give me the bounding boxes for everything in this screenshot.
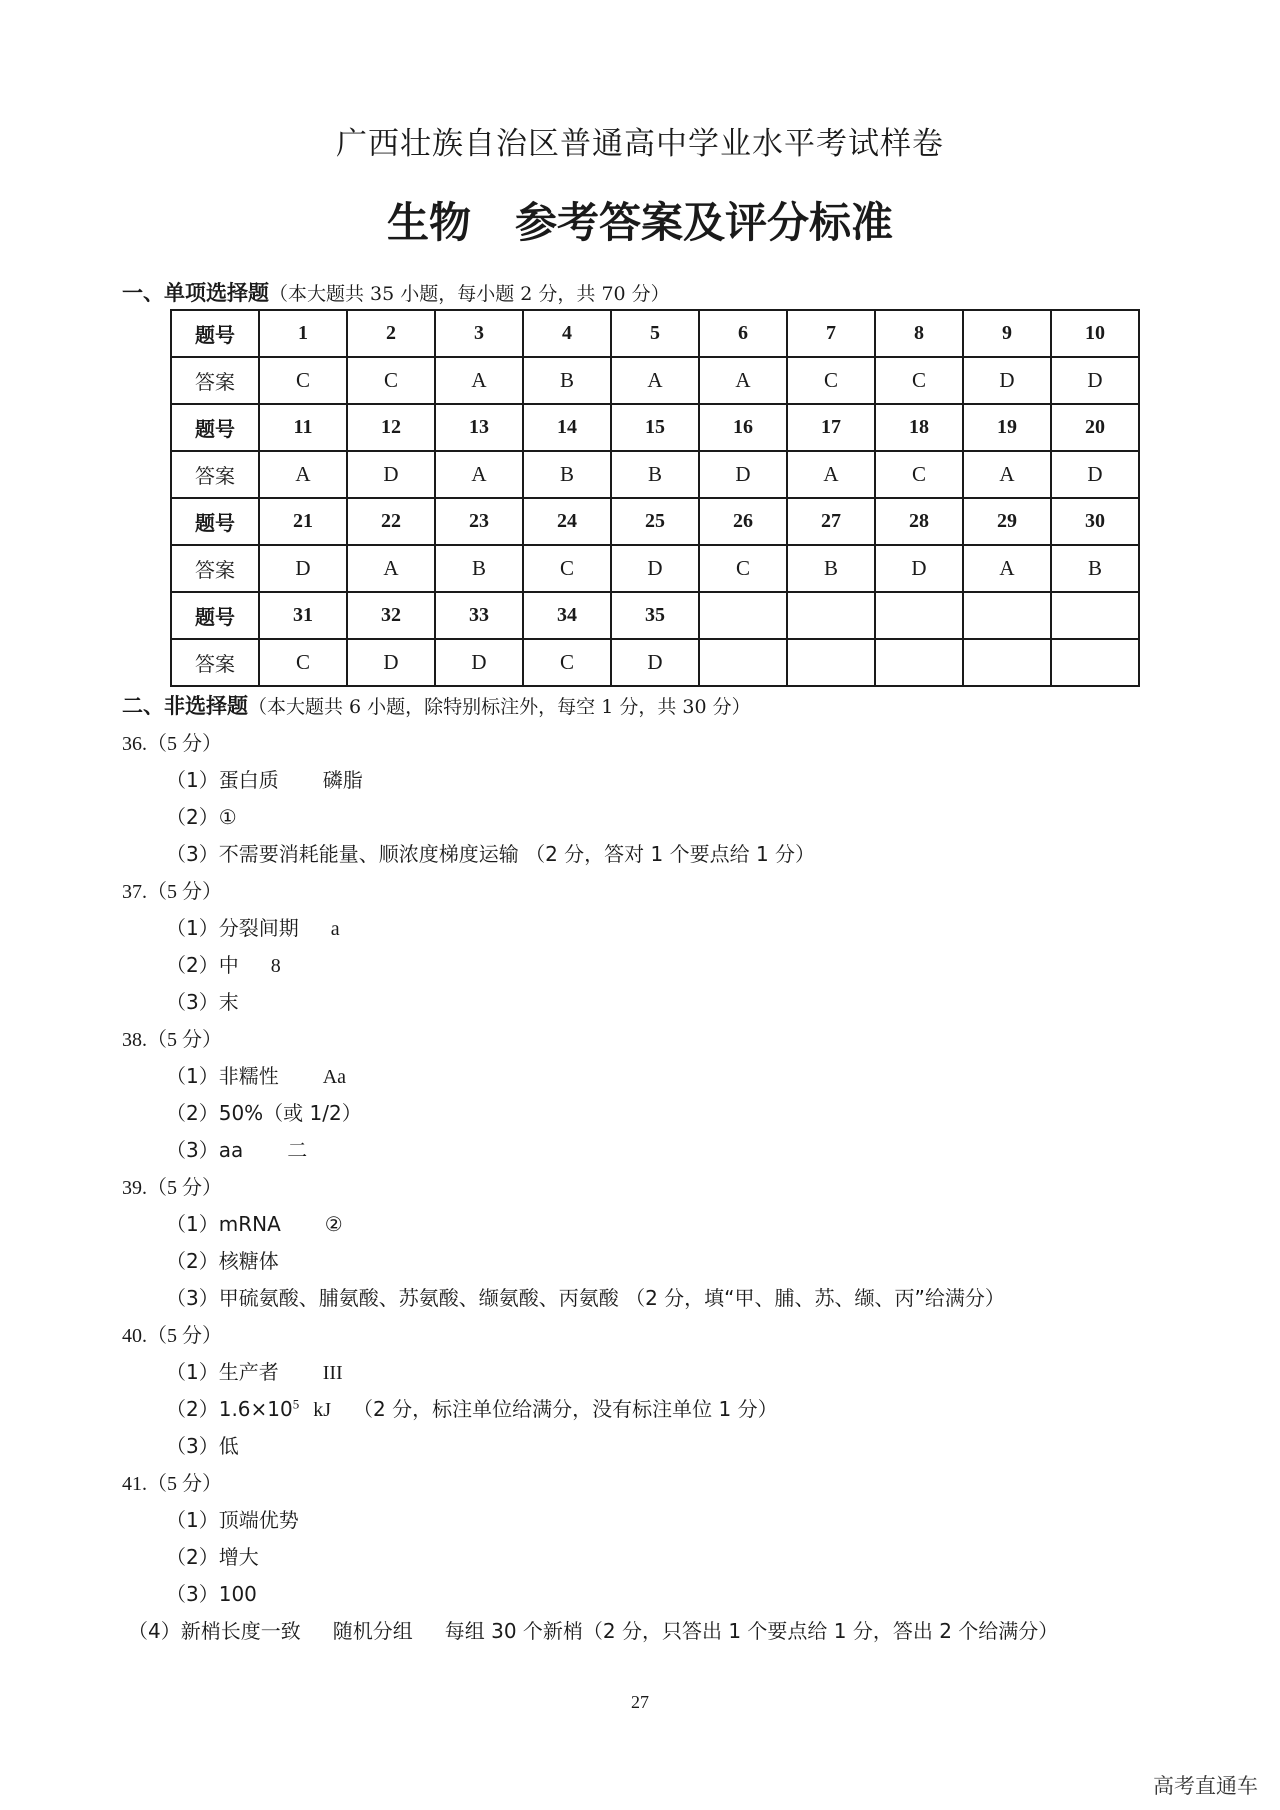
question-number-cell: 18 [875, 404, 963, 451]
q38-line1: （1）非糯性 Aa [166, 1064, 347, 1088]
q38-line3: （3）aa 二 [166, 1138, 308, 1162]
question-number-cell [963, 592, 1051, 639]
answer-cell [699, 639, 787, 686]
q39-line1: （1）mRNA ② [166, 1212, 343, 1236]
question-number-cell: 20 [1051, 404, 1139, 451]
answer-cell: A [611, 357, 699, 404]
question-number-cell: 25 [611, 498, 699, 545]
question-number-row [171, 404, 1139, 451]
q37-line2: （2）中 8 [166, 953, 281, 977]
page-number: 27 [631, 1692, 649, 1712]
q36-line2: （2）① [166, 805, 237, 829]
q38-head: 38.（5 分） [122, 1029, 222, 1051]
q41-line3: （3）100 [166, 1582, 257, 1606]
section2-note: （本大题共 6 小题，除特别标注外，每空 1 分，共 30 分） [248, 696, 751, 718]
q41-head: 41.（5 分） [122, 1473, 222, 1495]
answer-cell: A [435, 451, 523, 498]
page-title: 广西壮族自治区普通高中学业水平考试样卷 [336, 126, 944, 162]
answer-cell: C [347, 357, 435, 404]
answer-cell: C [875, 357, 963, 404]
answer-cell: A [963, 545, 1051, 592]
question-number-cell: 34 [523, 592, 611, 639]
answer-label: 答案 [171, 451, 259, 498]
question-number-cell: 5 [611, 310, 699, 357]
answer-cell [963, 639, 1051, 686]
answer-cell: D [611, 639, 699, 686]
question-number-cell: 30 [1051, 498, 1139, 545]
question-number-cell: 1 [259, 310, 347, 357]
answer-cell: A [963, 451, 1051, 498]
answer-cell [787, 639, 875, 686]
answer-cell [1051, 639, 1139, 686]
question-number-cell: 16 [699, 404, 787, 451]
question-number-cell: 15 [611, 404, 699, 451]
answer-table [170, 309, 1140, 687]
answer-cell: C [787, 357, 875, 404]
q41-line4: （4）新梢长度一致 随机分组 每组 30 个新梢（2 分，只答出 1 个要点给 1 分，答出 2 个给满分） [128, 1619, 1059, 1643]
subtitle-subject: 生物 [386, 198, 471, 247]
answer-cell: D [347, 451, 435, 498]
answer-cell: D [875, 545, 963, 592]
q40-head: 40.（5 分） [122, 1325, 222, 1347]
answer-cell: A [699, 357, 787, 404]
page-subtitle [0, 190, 1280, 250]
question-number-cell: 14 [523, 404, 611, 451]
question-number-label: 题号 [171, 592, 259, 639]
question-number-label: 题号 [171, 498, 259, 545]
question-number-cell: 17 [787, 404, 875, 451]
answer-cell: B [611, 451, 699, 498]
question-number-label: 题号 [171, 404, 259, 451]
question-number-label: 题号 [171, 310, 259, 357]
q40-line1: （1）生产者 III [166, 1360, 343, 1384]
q40-line3: （3）低 [166, 1434, 239, 1458]
question-number-cell: 26 [699, 498, 787, 545]
q36-line1: （1）蛋白质 磷脂 [166, 768, 363, 792]
question-number-cell: 11 [259, 404, 347, 451]
question-number-cell: 23 [435, 498, 523, 545]
question-number-row [171, 310, 1139, 357]
q40-line2: $(2)1.6\times 10^5$ kJ （2 分，标注单位给满分，没有标注单位 1 分） [166, 1396, 778, 1421]
question-number-cell: 4 [523, 310, 611, 357]
question-number-cell: 8 [875, 310, 963, 357]
answer-cell: B [1051, 545, 1139, 592]
answer-cell: A [787, 451, 875, 498]
question-number-cell: 9 [963, 310, 1051, 357]
answer-cell: A [435, 357, 523, 404]
section1-note: （本大题共 35 小题，每小题 2 分，共 70 分） [269, 283, 670, 305]
q37-line3: （3）末 [166, 990, 239, 1014]
answer-cell: D [611, 545, 699, 592]
question-number-cell: 28 [875, 498, 963, 545]
watermark: 高考直通车 [1153, 1774, 1258, 1798]
question-number-cell: 3 [435, 310, 523, 357]
answer-cell: D [1051, 357, 1139, 404]
answer-row [171, 357, 1139, 404]
answer-row [171, 545, 1139, 592]
question-number-cell: 31 [259, 592, 347, 639]
answer-cell: D [435, 639, 523, 686]
question-number-cell [699, 592, 787, 639]
q41-line2: （2）增大 [166, 1545, 259, 1569]
answer-cell: D [963, 357, 1051, 404]
question-number-row [171, 592, 1139, 639]
section2-heading [122, 690, 751, 720]
answer-label: 答案 [171, 639, 259, 686]
q39-line2: （2）核糖体 [166, 1249, 279, 1273]
question-number-cell: 19 [963, 404, 1051, 451]
question-number-cell: 2 [347, 310, 435, 357]
answer-label: 答案 [171, 357, 259, 404]
question-number-cell: 35 [611, 592, 699, 639]
section1-title: 一、单项选择题 [122, 281, 269, 305]
section2-title: 二、非选择题 [122, 694, 248, 718]
answer-cell: D [699, 451, 787, 498]
answer-cell: A [259, 451, 347, 498]
question-number-cell [1051, 592, 1139, 639]
question-number-cell: 29 [963, 498, 1051, 545]
answer-cell: C [259, 639, 347, 686]
answer-row [171, 639, 1139, 686]
q41-line1: （1）顶端优势 [166, 1508, 299, 1532]
answer-cell: B [787, 545, 875, 592]
answer-cell: B [523, 357, 611, 404]
question-number-cell: 13 [435, 404, 523, 451]
answer-cell: C [699, 545, 787, 592]
answer-cell: B [523, 451, 611, 498]
answer-cell: C [523, 545, 611, 592]
answer-row [171, 451, 1139, 498]
answer-cell: C [259, 357, 347, 404]
question-number-cell [875, 592, 963, 639]
answer-cell: A [347, 545, 435, 592]
question-number-cell [787, 592, 875, 639]
question-number-cell: 6 [699, 310, 787, 357]
question-number-cell: 32 [347, 592, 435, 639]
q38-line2: （2）50%（或 1/2） [166, 1101, 362, 1125]
answer-cell: C [875, 451, 963, 498]
subtitle-rest: 参考答案及评分标准 [515, 198, 894, 247]
question-number-cell: 12 [347, 404, 435, 451]
answer-cell: B [435, 545, 523, 592]
question-number-row [171, 498, 1139, 545]
q36-line3: （3）不需要消耗能量、顺浓度梯度运输 （2 分，答对 1 个要点给 1 分） [166, 842, 816, 866]
answer-cell: D [1051, 451, 1139, 498]
question-number-cell: 24 [523, 498, 611, 545]
question-number-cell: 7 [787, 310, 875, 357]
question-number-cell: 22 [347, 498, 435, 545]
answer-label: 答案 [171, 545, 259, 592]
q39-head: 39.（5 分） [122, 1177, 222, 1199]
answer-cell [875, 639, 963, 686]
q39-line3: （3）甲硫氨酸、脯氨酸、苏氨酸、缬氨酸、丙氨酸 （2 分，填“甲、脯、苏、缬、丙”给满分） [166, 1286, 1005, 1310]
section1-heading [122, 277, 670, 307]
question-number-cell: 33 [435, 592, 523, 639]
q36-head: 36.（5 分） [122, 733, 222, 755]
answer-cell: D [259, 545, 347, 592]
question-number-cell: 10 [1051, 310, 1139, 357]
question-number-cell: 21 [259, 498, 347, 545]
answer-cell: C [523, 639, 611, 686]
q37-head: 37.（5 分） [122, 881, 222, 903]
q37-line1: （1）分裂间期 a [166, 916, 340, 940]
question-number-cell: 27 [787, 498, 875, 545]
answer-cell: D [347, 639, 435, 686]
